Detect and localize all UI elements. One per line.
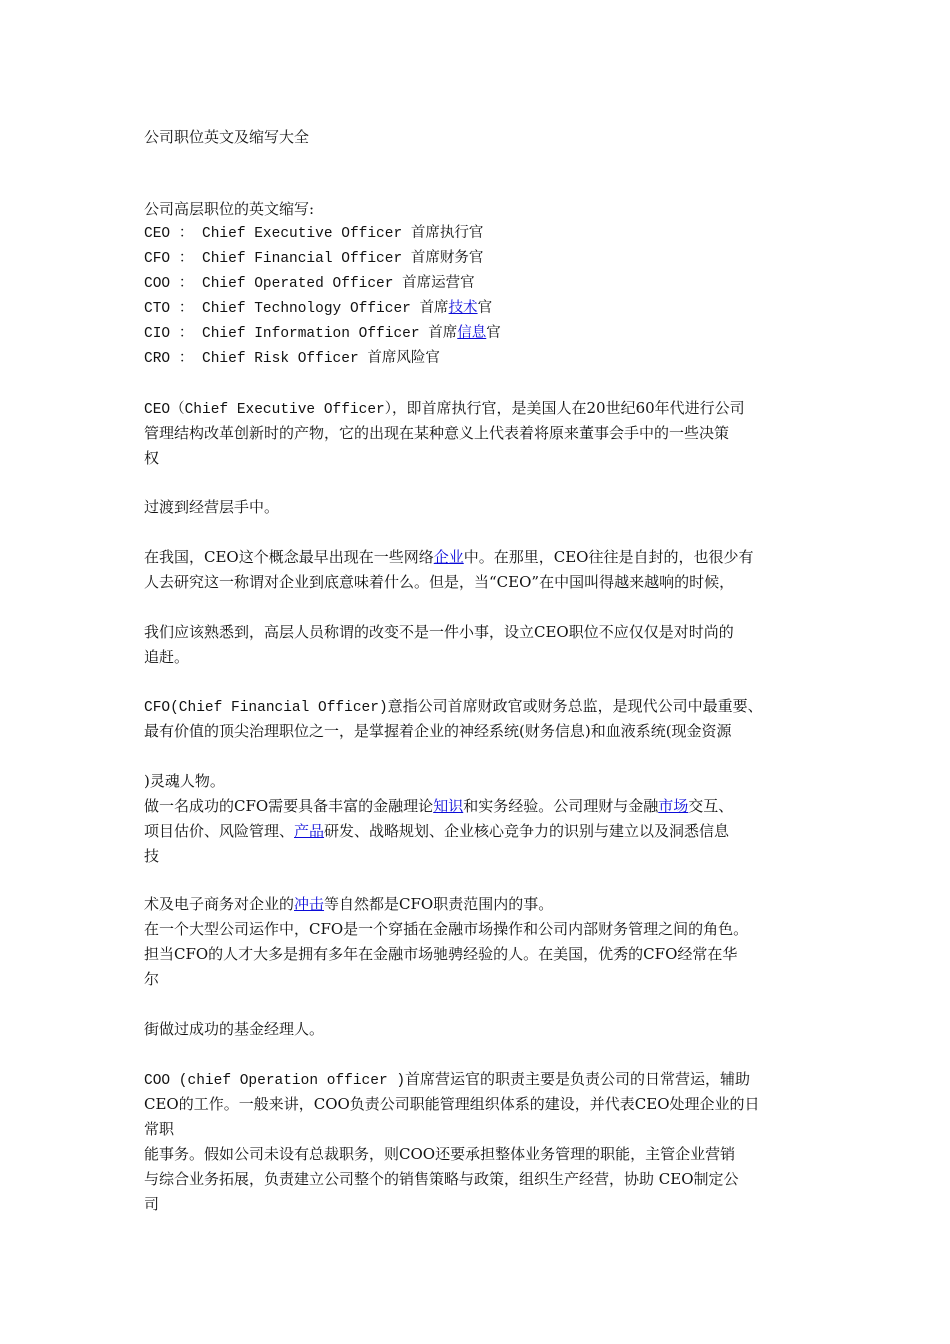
cfo-paragraph-line: 项目估价、风险管理、产品研发、战略规划、企业核心竞争力的识别与建立以及洞悉信息: [144, 822, 730, 840]
ceo-paragraph-line: 过渡到经营层手中。: [144, 498, 280, 516]
coo-paragraph-line: 常职: [144, 1120, 175, 1138]
document-title: 公司职位英文及缩写大全: [144, 128, 310, 146]
ceo-paragraph-line: 追赶。: [144, 648, 190, 666]
ceo-paragraph-line: 我们应该熟悉到，高层人员称谓的改变不是一件小事，设立CEO职位不应仅仅是对时尚的: [144, 623, 734, 641]
cfo-paragraph-line: 街做过成功的基金经理人。: [144, 1020, 325, 1038]
link-chanpin[interactable]: 产品: [294, 822, 325, 840]
ceo-paragraph-line: 管理结构改革创新时的产物，它的出现在某种意义上代表着将原来董事会手中的一些决策: [144, 424, 730, 442]
link-shichang[interactable]: 市场: [658, 797, 689, 815]
position-cfo: CFO ： Chief Financial Officer 首席财务官: [144, 251, 484, 267]
position-cro: CRO ： Chief Risk Officer 首席风险官: [144, 351, 440, 367]
link-xinxi[interactable]: 信息: [457, 326, 487, 342]
intro-heading: 公司高层职位的英文缩写:: [144, 200, 315, 218]
cfo-paragraph-line: 做一名成功的CFO需要具备丰富的金融理论知识和实务经验。公司理财与金融市场交互、: [144, 797, 734, 815]
position-cto: CTO ： Chief Technology Officer 首席技术官: [144, 301, 493, 317]
cfo-paragraph-line: CFO(Chief Financial Officer)意指公司首席财政官或财务总监，是现代公司中最重要、: [144, 697, 763, 716]
cfo-paragraph-line: 尔: [144, 970, 160, 988]
link-jishu[interactable]: 技术: [448, 301, 478, 317]
link-qiye[interactable]: 企业: [433, 548, 464, 566]
position-coo: COO ： Chief Operated Officer 首席运营官: [144, 276, 475, 292]
ceo-paragraph-line: 人去研究这一称谓对企业到底意味着什么。但是，当“CEO”在中国叫得越来越响的时候，: [144, 573, 735, 591]
link-zhishi[interactable]: 知识: [433, 797, 464, 815]
ceo-paragraph-line: CEO（Chief Executive Officer），即首席执行官，是美国人在20世纪60年代进行公司: [144, 399, 745, 418]
cfo-paragraph-line: 在一个大型公司运作中，CFO是一个穿插在金融市场操作和公司内部财务管理之间的角色。: [144, 920, 749, 938]
position-cio: CIO ： Chief Information Officer 首席信息官: [144, 326, 501, 342]
coo-paragraph-line: 司: [144, 1195, 160, 1213]
ceo-paragraph-line: 权: [144, 449, 160, 467]
position-ceo: CEO ： Chief Executive Officer 首席执行官: [144, 226, 484, 242]
coo-paragraph-line: 与综合业务拓展，负责建立公司整个的销售策略与政策，组织生产经营，协助 CEO制定公: [144, 1170, 739, 1188]
cfo-paragraph-line: 技: [144, 847, 160, 865]
link-chongji[interactable]: 冲击: [294, 895, 325, 913]
cfo-paragraph-line: 术及电子商务对企业的冲击等自然都是CFO职责范围内的事。: [144, 895, 554, 913]
cfo-paragraph-line: )灵魂人物。: [144, 772, 225, 790]
cfo-paragraph-line: 担当CFO的人才大多是拥有多年在金融市场驰骋经验的人。在美国，优秀的CFO经常在华: [144, 945, 738, 963]
coo-paragraph-line: 能事务。假如公司未设有总裁职务，则COO还要承担整体业务管理的职能，主管企业营销: [144, 1145, 736, 1163]
coo-paragraph-line: COO (chief Operation officer )首席营运官的职责主要是负责公司的日常营运，辅助: [144, 1070, 751, 1089]
cfo-paragraph-line: 最有价值的顶尖治理职位之一，是掌握着企业的神经系统(财务信息)和血液系统(现金资源: [144, 722, 732, 740]
ceo-paragraph-line: 在我国，CEO这个概念最早出现在一些网络企业中。在那里，CEO往往是自封的，也很少有: [144, 548, 754, 566]
coo-paragraph-line: CEO的工作。一般来讲，COO负责公司职能管理组织体系的建设，并代表CEO处理企业的日: [144, 1095, 760, 1113]
